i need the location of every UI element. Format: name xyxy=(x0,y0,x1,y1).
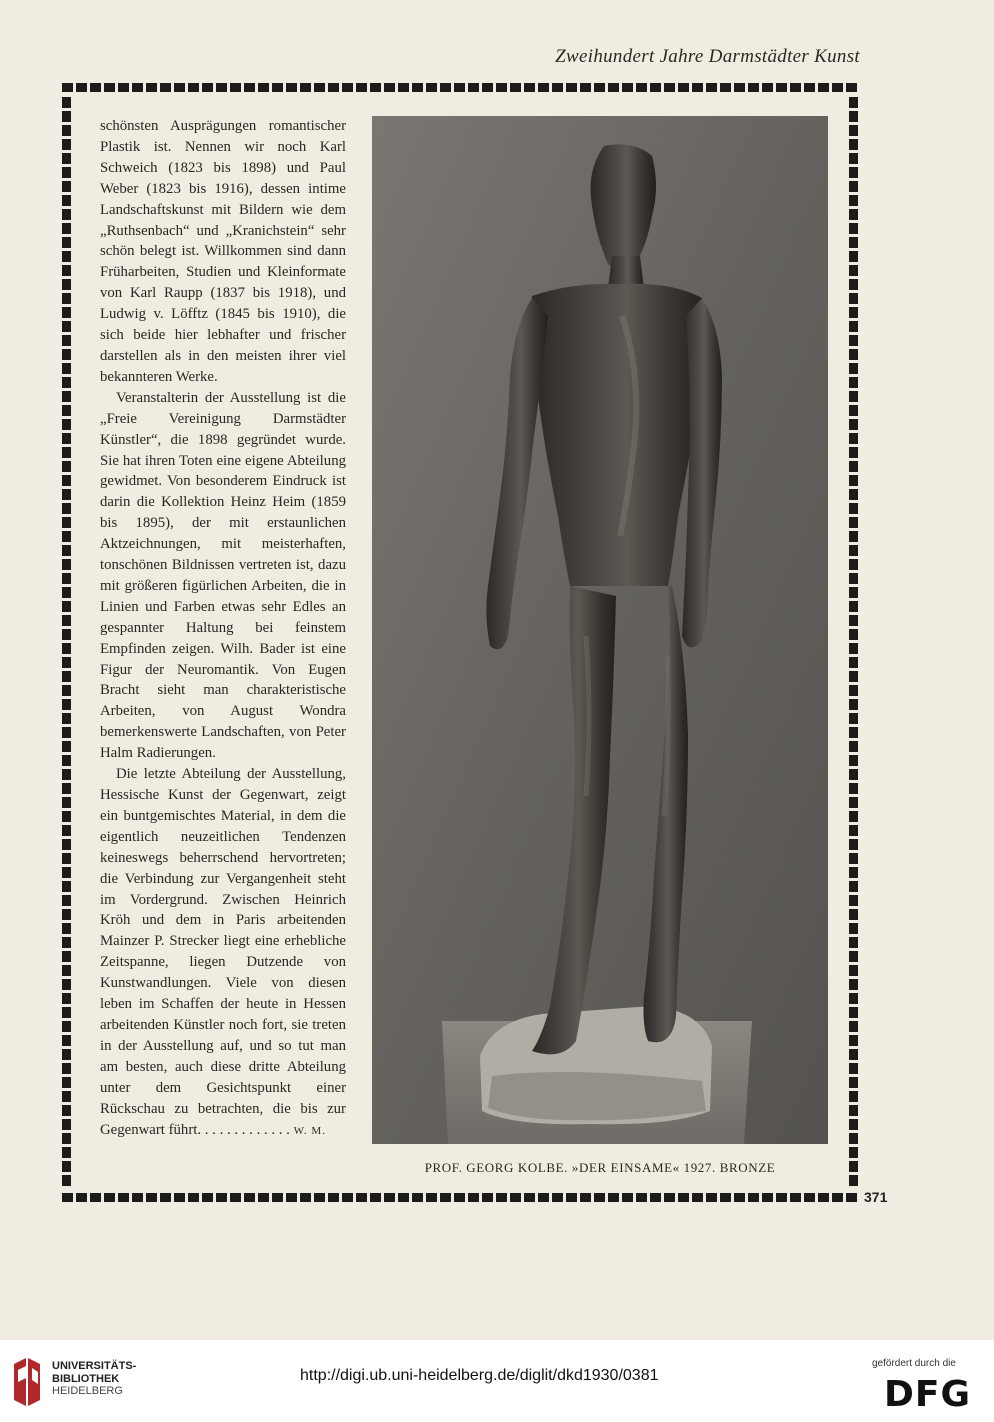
university-library-logo-icon xyxy=(12,1358,42,1406)
border-top xyxy=(62,83,858,92)
signature-leader: . . . . . . . . . . . . xyxy=(201,1121,294,1138)
body-text-column xyxy=(100,116,346,1141)
dfg-logo: DFG xyxy=(884,1374,972,1415)
library-name xyxy=(52,1360,136,1398)
sculpture-photo xyxy=(372,116,828,1144)
border-right xyxy=(849,97,858,1189)
funding-note: gefördert durch die xyxy=(872,1358,956,1369)
border-bottom xyxy=(62,1193,858,1202)
library-line-3: HEIDELBERG xyxy=(52,1385,123,1397)
paragraph-3-text: Die letzte Abteilung der Ausstellung, Hessische Kunst der Gegenwart, zeigt ein buntgemischtes Material, in dem die eigentlich neuzeitlichen Tendenzen keineswegs beherrschend hervortreten; die Verbindung zur Vergangenheit steht im Vordergrund. Zwischen Heinrich Kröh und dem in Paris arbeitenden Mainzer P. Strecker liegt eine erhebliche Zeitspanne, liegen Dutzende von Kunstwandlungen. Viele von diesen leben im Schaffen der heute in Hessen arbeitenden Künstler noch fort, sie treten in der Ausstellung auf, und so tut man am besten, auch diese dritte Abteilung unter dem Gesichtspunkt einer Rückschau zu betrachten, die bis zur Gegenwart führt. xyxy=(100,766,346,1138)
photo-caption: PROF. GEORG KOLBE. »DER EINSAME« 1927. BRONZE xyxy=(424,1160,776,1175)
sculpture-illustration xyxy=(372,116,828,1144)
library-line-2: BIBLIOTHEK xyxy=(52,1372,120,1385)
digitization-footer xyxy=(0,1340,994,1422)
border-left xyxy=(62,97,71,1189)
paragraph-1: schönsten Ausprägungen romantischer Plastik ist. Nennen wir noch Karl Schweich (1823 bis 1898) und Paul Weber (1823 bis 1916), dessen intime Landschaftskunst mit Bildern wie dem „Ruthsenbach“ und „Kranichstein“ sehr schön belegt ist. Willkommen sind dann Früharbeiten, Studien und Kleinformate von Karl Raupp (1837 bis 1918), und Ludwig v. Löfftz (1845 bis 1910), die sich beide hier lebhafter und frischer darstellen als in den meisten ihrer viel bekannteren Werke. xyxy=(100,118,346,385)
digital-copy-link[interactable]: http://digi.ub.uni-heidelberg.de/diglit/dkd1930/0381 xyxy=(300,1367,659,1384)
page-number: 371 xyxy=(864,1189,888,1205)
paragraph-3 xyxy=(100,764,346,1141)
running-head: Zweihundert Jahre Darmstädter Kunst xyxy=(555,46,860,67)
author-signature: W. M. xyxy=(293,1124,326,1137)
library-line-1: UNIVERSITÄTS- xyxy=(52,1360,137,1372)
paragraph-2: Veranstalterin der Ausstellung ist die „Freie Vereinigung Darmstädter Künstler“, die 1898 gegründet wurde. Sie hat ihren Toten eine eigene Abteilung gewidmet. Von besonderem Eindruck ist darin die Kollektion Heinz Heim (1859 bis 1895), der mit erstaunlichen Aktzeichnungen, mit meisterhaften, tonschönen Bildnissen vertreten ist, dazu mit größeren figürlichen Arbeiten, die in Linien und Farben etwas sehr Edles an gespannter Haltung bei feinstem Empfinden zeigen. Wilh. Bader ist eine Figur der Neuromantik. Von Eugen Bracht sieht man charakteristische Arbeiten, von August Wondra bemerkenswerte Landschaften, von Peter Halm Radierungen. xyxy=(100,389,346,762)
